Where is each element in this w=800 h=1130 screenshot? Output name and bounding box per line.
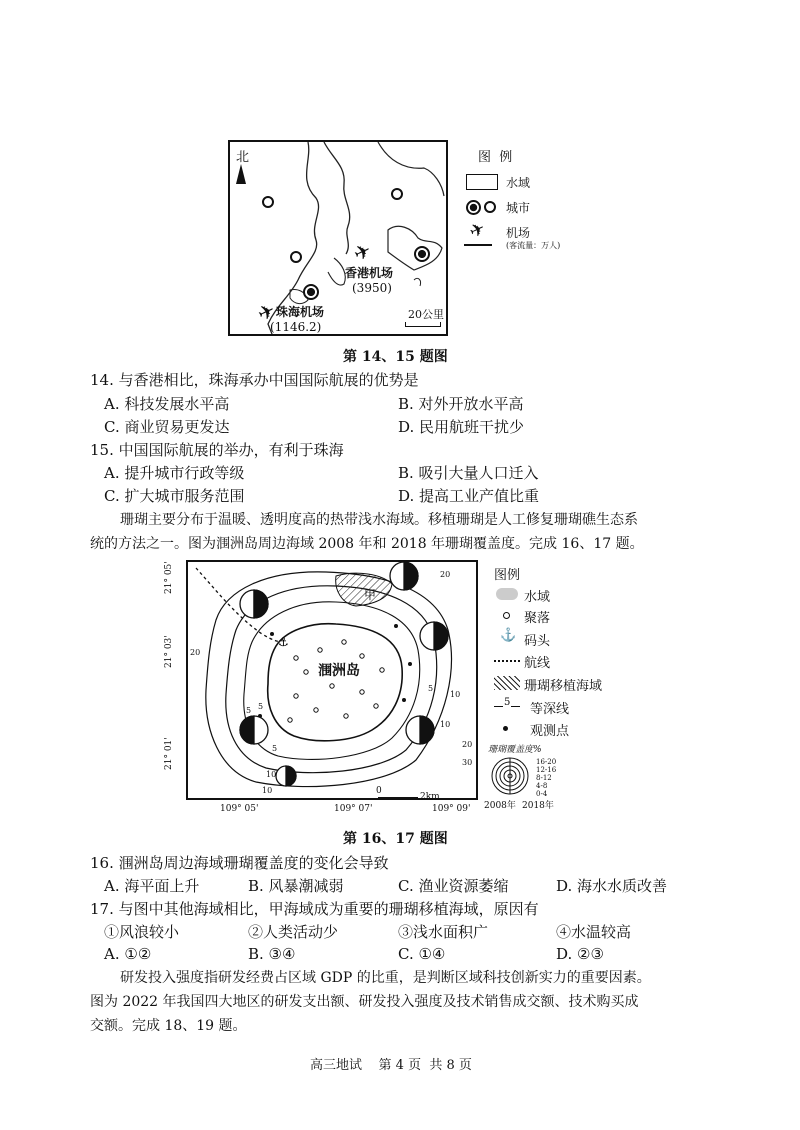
- lon-label-2: 109° 07': [334, 804, 373, 814]
- legend-airport-underline: [464, 244, 492, 246]
- q17-item-4: ④水温较高: [556, 923, 632, 941]
- legend-water-swatch: [496, 588, 518, 600]
- map1-scale-bar: [405, 322, 441, 327]
- q16-option-c: C. 渔业资源萎缩: [398, 877, 509, 895]
- map1-legend-title: 图 例: [478, 150, 513, 165]
- q15-stem: 15. 中国国际航展的举办，有利于珠海: [90, 441, 344, 459]
- map2-legend-title: 图例: [494, 568, 521, 583]
- intro-coral-line2: 统的方法之一。图为涠洲岛周边海域 2008 年和 2018 年珊瑚覆盖度。完成 16、17 题。: [90, 536, 644, 552]
- lat-label-1: 21° 05': [164, 561, 174, 594]
- q14-option-c: C. 商业贸易更发达: [104, 418, 230, 436]
- map2-scale-unit: 2km: [420, 792, 440, 802]
- city-icon: [290, 251, 302, 263]
- legend-village-label: 聚落: [524, 611, 551, 626]
- intro-coral-line1: 珊瑚主要分布于温暖、透明度高的热带浅水海域。移植珊瑚是人工修复珊瑚礁生态系: [120, 512, 638, 528]
- hk-airport-label: 香港机场: [345, 266, 394, 280]
- depth-label: 10: [266, 770, 277, 779]
- q15-option-b: B. 吸引大量人口迁入: [398, 464, 539, 482]
- svg-text:⚓: ⚓: [278, 635, 289, 649]
- north-arrow-icon: [236, 164, 246, 184]
- depth-label: 5: [272, 744, 278, 753]
- zh-airport-label: 珠海机场: [276, 305, 325, 319]
- q15-option-a: A. 提升城市行政等级: [104, 464, 245, 482]
- intro-rd-line1: 研发投入强度指研发经费占区域 GDP 的比重，是判断区域科技创新实力的重要因素。: [120, 970, 651, 986]
- depth-label: 5: [428, 684, 434, 693]
- legend-coral-swatch: [494, 676, 520, 690]
- island-label: 涠洲岛: [318, 663, 360, 679]
- q17-item-1: ①风浪较小: [104, 923, 180, 941]
- depth-label: 10: [440, 720, 451, 729]
- legend-water-label: 水域: [524, 590, 551, 605]
- legend-water-label: 水域: [506, 176, 531, 190]
- legend-city-label: 城市: [506, 201, 531, 215]
- legend-dock-icon: ⚓: [500, 628, 517, 643]
- legend-village-icon: [503, 612, 510, 619]
- q14-option-a: A. 科技发展水平高: [104, 395, 230, 413]
- legend-isobath-label: 等深线: [530, 702, 570, 717]
- map2-caption: 第 16、17 题图: [343, 831, 448, 847]
- legend-range: 4-8: [536, 782, 548, 790]
- airport-icon: ✈: [253, 297, 280, 327]
- q16-stem: 16. 涠洲岛周边海域珊瑚覆盖度的变化会导致: [90, 854, 389, 872]
- jia-label: 甲: [364, 588, 377, 602]
- lon-label-3: 109° 09': [432, 804, 471, 814]
- depth-label: 5: [246, 706, 252, 715]
- intro-rd-line3: 交额。完成 18、19 题。: [90, 1018, 247, 1034]
- map2-scale-bar: [378, 797, 418, 799]
- q16-option-b: B. 风暴潮减弱: [248, 877, 344, 895]
- legend-water-swatch: [466, 174, 498, 190]
- q17-stem: 17. 与图中其他海域相比，甲海域成为重要的珊瑚移植海域，原因有: [90, 900, 539, 918]
- map1-caption: 第 14、15 题图: [343, 349, 448, 365]
- lat-label-3: 21° 01': [164, 737, 174, 770]
- legend-dock-label: 码头: [524, 634, 551, 649]
- weizhou-coral-map: [186, 560, 478, 800]
- depth-label: 20: [190, 648, 201, 657]
- depth-label: 20: [462, 740, 473, 749]
- legend-major-city-icon: [466, 200, 481, 215]
- legend-route-line: [494, 660, 520, 662]
- depth-label: 5: [258, 702, 264, 711]
- map2-scale-zero: 0: [376, 786, 382, 796]
- lat-label-2: 21° 03': [164, 635, 174, 668]
- depth-label: 10: [450, 690, 461, 699]
- legend-range: 8-12: [536, 774, 552, 782]
- q16-option-a: A. 海平面上升: [104, 877, 200, 895]
- legend-year-2018: 2018年: [522, 801, 554, 811]
- q16-option-d: D. 海水水质改善: [556, 877, 668, 895]
- q17-option-a: A. ①②: [104, 945, 152, 963]
- legend-range: 0-4: [536, 790, 548, 798]
- q17-item-2: ②人类活动少: [248, 923, 339, 941]
- q14-stem: 14. 与香港相比，珠海承办中国国际航展的优势是: [90, 371, 419, 389]
- legend-city-icon: [484, 201, 496, 213]
- q17-option-b: B. ③④: [248, 945, 296, 963]
- q15-option-c: C. 扩大城市服务范围: [104, 487, 245, 505]
- legend-isobath-num: 5: [504, 697, 511, 708]
- legend-coral-label: 珊瑚移植海域: [524, 679, 603, 694]
- q15-option-d: D. 提高工业产值比重: [398, 487, 540, 505]
- legend-airport-label: 机场: [506, 226, 531, 240]
- legend-obs-icon: [503, 726, 508, 731]
- legend-airport-icon: ✈: [466, 217, 489, 244]
- q14-option-d: D. 民用航班干扰少: [398, 418, 525, 436]
- legend-range: 12-16: [536, 766, 557, 774]
- depth-label: 10: [262, 786, 273, 795]
- city-icon: [391, 188, 403, 200]
- depth-label: 30: [462, 758, 473, 767]
- north-label: 北: [236, 150, 250, 165]
- legend-cover-symbol: [488, 756, 532, 796]
- major-city-icon: [303, 284, 319, 300]
- page-footer: 高三地试 第 4 页 共 8 页: [310, 1058, 472, 1073]
- q17-option-c: C. ①④: [398, 945, 446, 963]
- legend-range: 16-20: [536, 758, 557, 766]
- intro-rd-line2: 图为 2022 年我国四大地区的研发支出额、研发投入强度及技术销售成交额、技术购买成: [90, 994, 639, 1010]
- major-city-icon: [414, 246, 430, 262]
- airport-icon: ✈: [349, 237, 376, 267]
- legend-obs-label: 观测点: [530, 724, 570, 739]
- zh-airport-flow: (1146.2): [270, 320, 322, 334]
- q17-item-3: ③浅水面积广: [398, 923, 489, 941]
- legend-year-2008: 2008年: [484, 801, 516, 811]
- hk-airport-flow: (3950): [352, 281, 392, 295]
- map1-scale: 20公里: [408, 308, 444, 321]
- lon-label-1: 109° 05': [220, 804, 259, 814]
- q17-option-d: D. ②③: [556, 945, 604, 963]
- legend-route-label: 航线: [524, 656, 551, 671]
- q14-option-b: B. 对外开放水平高: [398, 395, 524, 413]
- depth-label: 20: [440, 570, 451, 579]
- city-icon: [262, 196, 274, 208]
- legend-airport-note: (客流量：万人): [506, 241, 561, 250]
- legend-cover-title: 珊瑚覆盖度%: [488, 745, 542, 755]
